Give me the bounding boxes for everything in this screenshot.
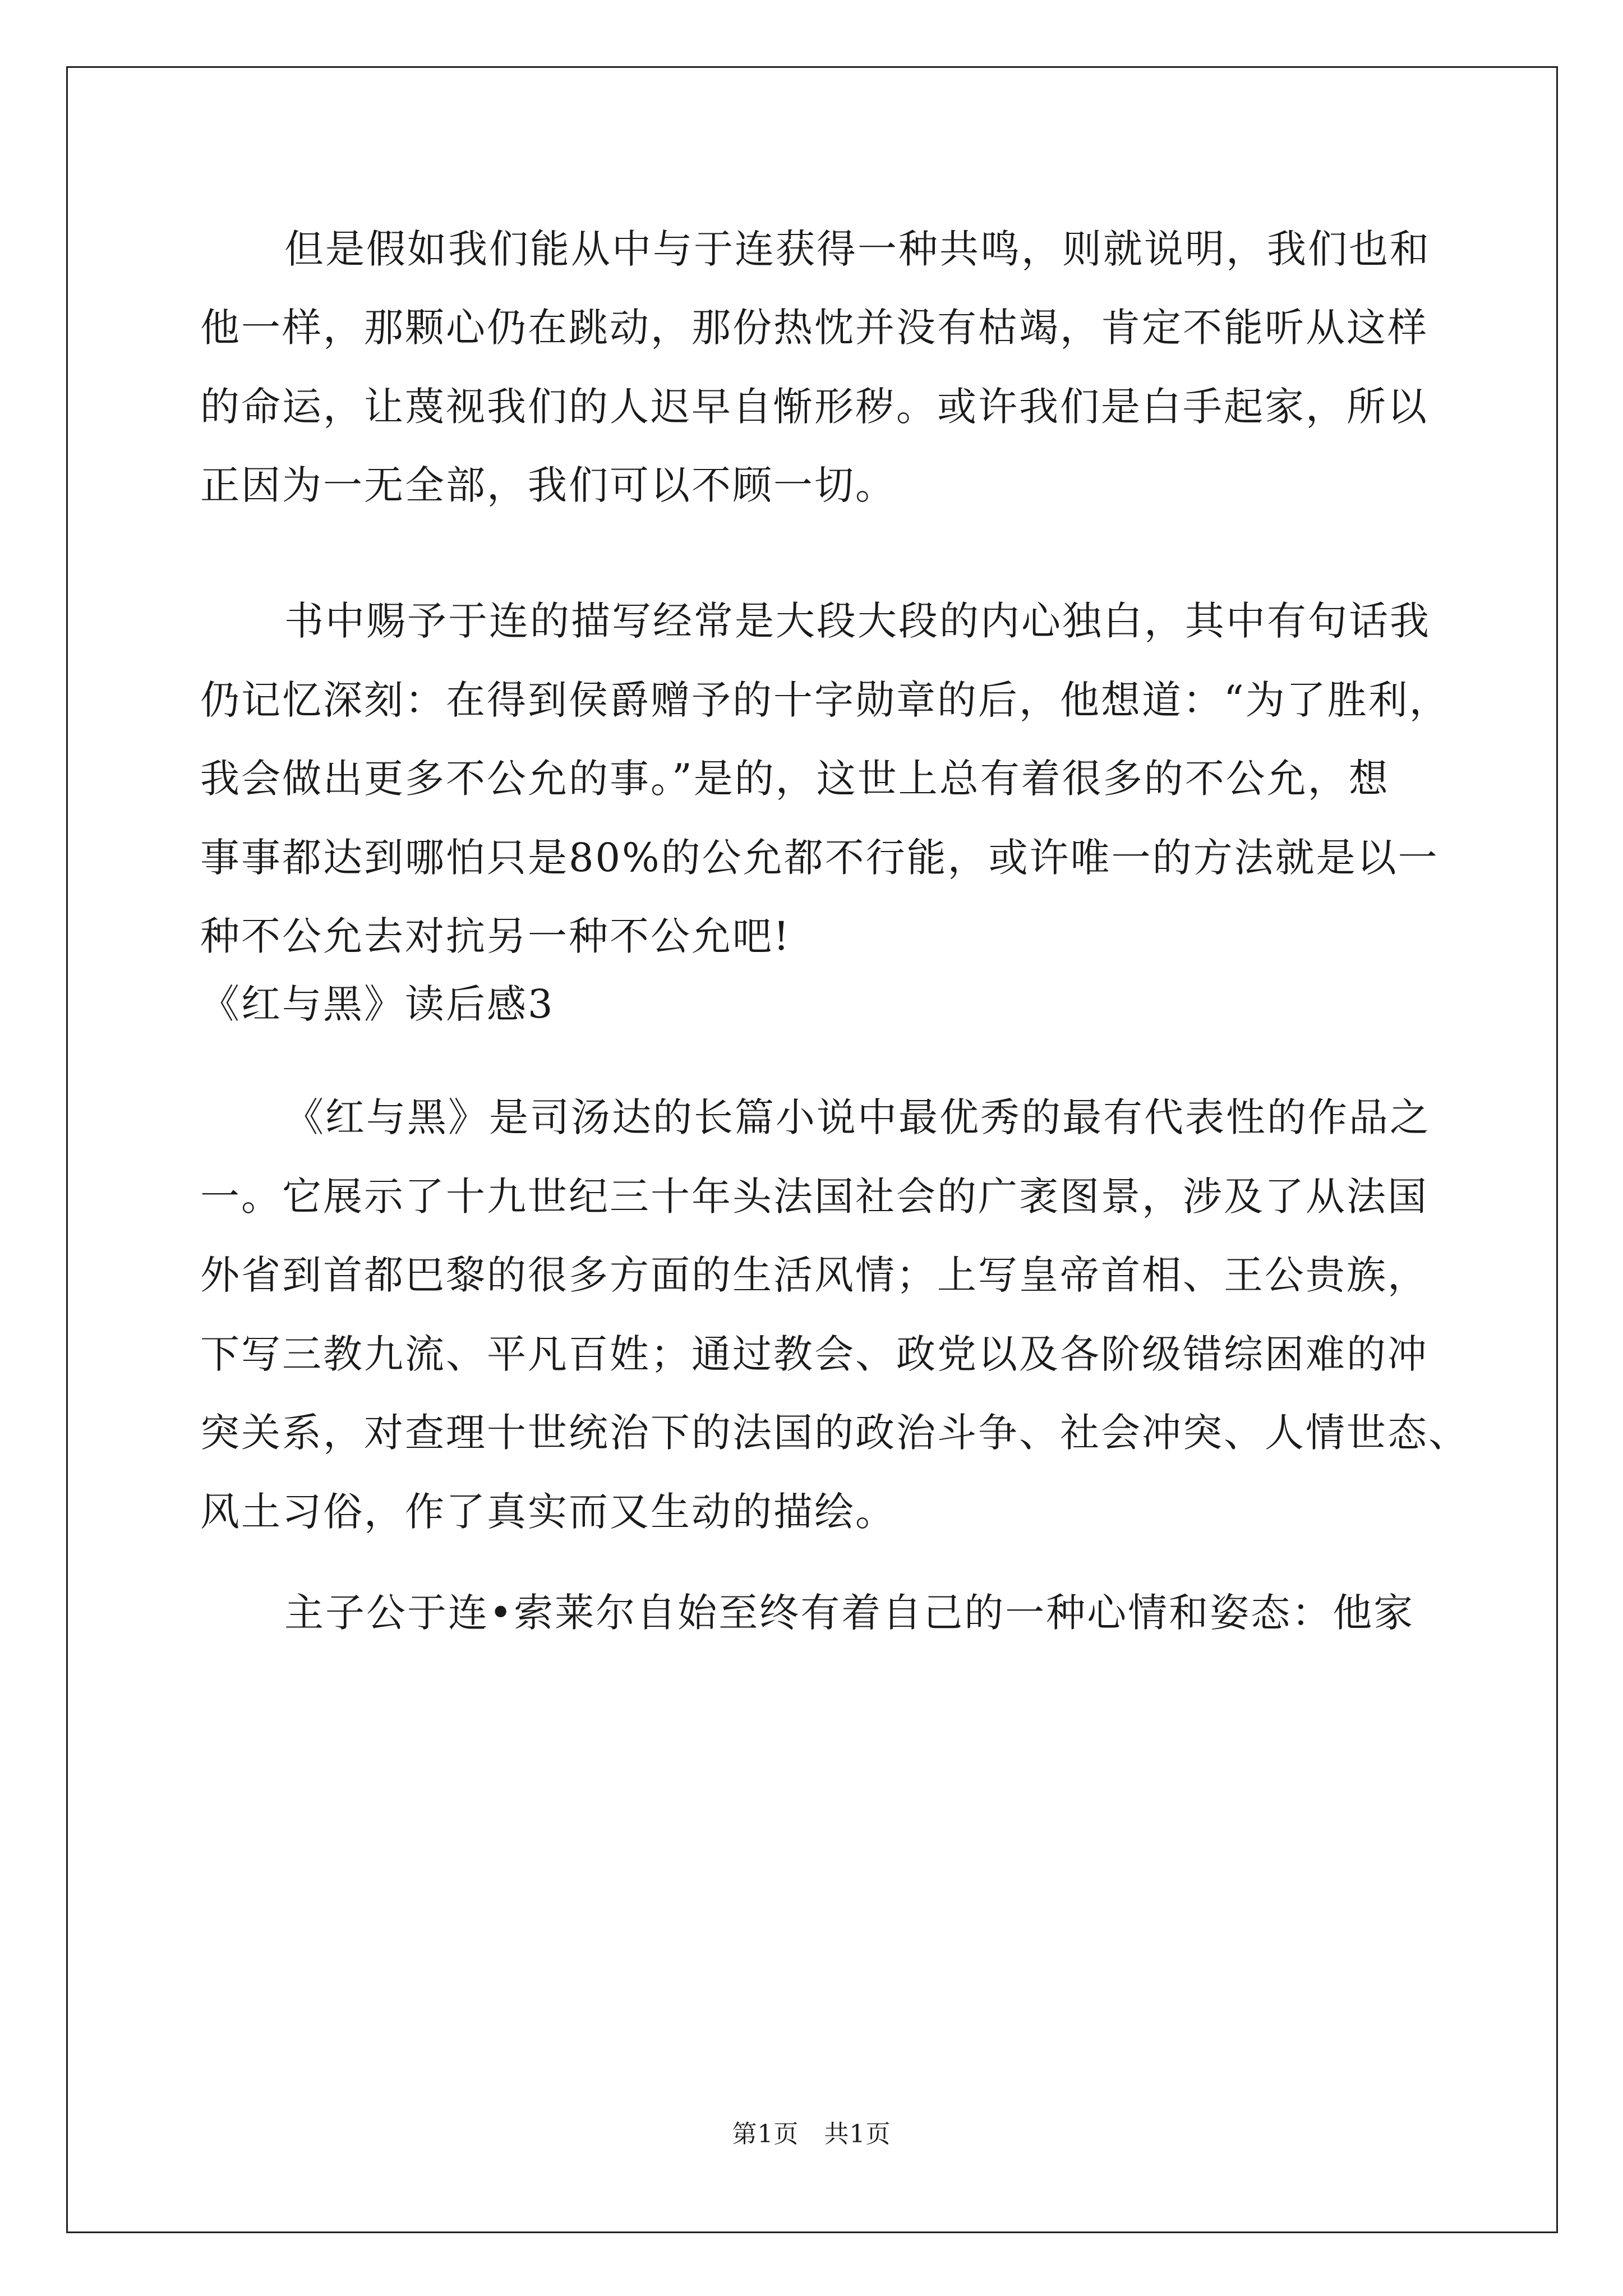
paragraph-2-line-1: 书中赐予于连的描写经常是大段大段的内心独白，其中有句话我 bbox=[284, 598, 1431, 644]
paragraph-2-line-5: 种不公允去对抗另一种不公允吧! bbox=[200, 913, 791, 959]
paragraph-2-line-2: 仍记忆深刻：在得到侯爵赠予的十字勋章的后，他想道：“为了胜利， bbox=[200, 677, 1450, 723]
page-number-footer: 第1页 共1页 bbox=[732, 2120, 891, 2148]
paragraph-3-line-5: 突关系，对查理十世统治下的法国的政治斗争、社会冲突、人情世态、 bbox=[200, 1410, 1469, 1456]
paragraph-3-line-2: 一。它展示了十九世纪三十年头法国社会的广袤图景，涉及了从法国 bbox=[200, 1174, 1428, 1220]
paragraph-3-line-4: 下写三教九流、平凡百姓；通过教会、政党以及各阶级错综困难的冲 bbox=[200, 1331, 1428, 1377]
paragraph-3-line-3: 外省到首都巴黎的很多方面的生活风情；上写皇帝首相、王公贵族， bbox=[200, 1252, 1428, 1298]
paragraph-3-line-1: 《红与黑》是司汤达的长篇小说中最优秀的最有代表性的作品之 bbox=[284, 1094, 1431, 1140]
paragraph-1-line-3: 的命运，让蔑视我们的人迟早自惭形秽。或许我们是白手起家，所以 bbox=[200, 384, 1428, 430]
paragraph-1-line-1: 但是假如我们能从中与于连获得一种共鸣，则就说明，我们也和 bbox=[284, 226, 1431, 272]
paragraph-4-line-1: 主子公于连•索莱尔自始至终有着自己的一种心情和姿态：他家 bbox=[284, 1590, 1415, 1636]
paragraph-3-line-6: 风土习俗，作了真实而又生动的描绘。 bbox=[200, 1489, 896, 1535]
paragraph-1-line-2: 他一样，那颗心仍在跳动，那份热忱并没有枯竭，肯定不能听从这样 bbox=[200, 305, 1428, 351]
paragraph-2-line-3: 我会做出更多不公允的事。”是的，这世上总有着很多的不公允，想 bbox=[200, 756, 1390, 802]
paragraph-2-line-4: 事事都达到哪怕只是80%的公允都不行能，或许唯一的方法就是以一 bbox=[200, 835, 1439, 881]
section-heading: 《红与黑》读后感3 bbox=[200, 981, 555, 1027]
paragraph-1-line-4: 正因为一无全部，我们可以不顾一切。 bbox=[200, 462, 896, 508]
